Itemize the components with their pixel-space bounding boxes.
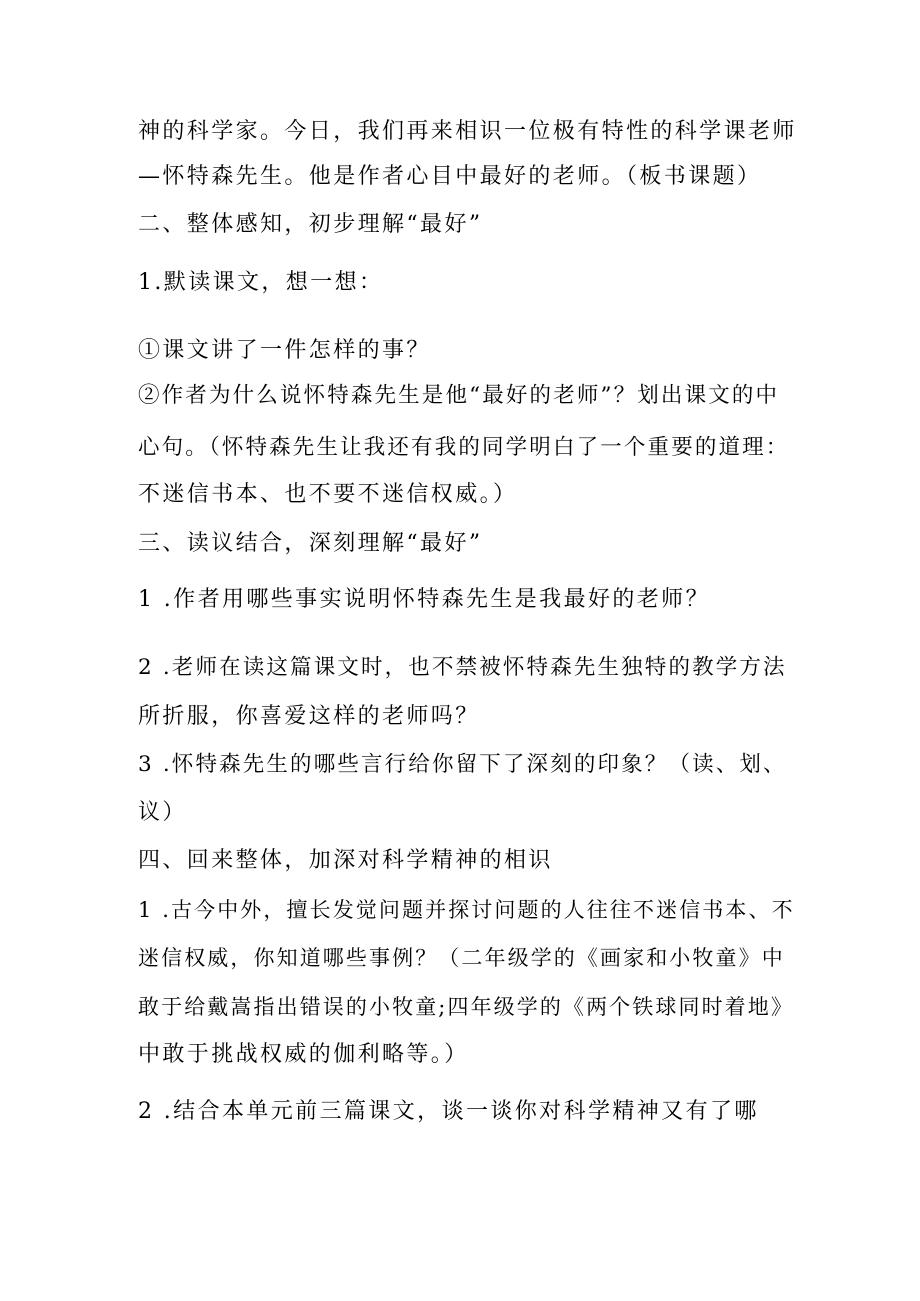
text-line: 所折服，你喜爱这样的老师吗？	[138, 704, 480, 729]
section-heading: 四、回来整体，加深对科学精神的相识	[138, 848, 553, 873]
text-line: 神的科学家。今日，我们再来相识一位极有特性的科学课老师	[138, 119, 797, 144]
text-line: 敢于给戴嵩指出错误的小牧童;四年级学的《两个铁球同时着地》	[138, 995, 794, 1019]
list-item: 1 .作者用哪些事实说明怀特森先生是我最好的老师？	[138, 587, 710, 612]
text-line: —怀特森先生。他是作者心目中最好的老师。（板书课题）	[138, 164, 762, 189]
list-item: ①课文讲了一件怎样的事？	[138, 338, 431, 363]
list-item: 2 .老师在读这篇课文时，也不禁被怀特森先生独特的教学方法	[138, 655, 787, 680]
section-heading: 二、整体感知，初步理解“最好”	[138, 212, 483, 237]
text-line: 中敢于挑战权威的伽利略等。）	[138, 1042, 469, 1067]
text-line: 不迷信书本、也不要不迷信权威。）	[138, 482, 518, 507]
text-line: 迷信权威，你知道哪些事例？（二年级学的《画家和小牧童》中	[138, 946, 785, 970]
text-line: 心句。（怀特森先生让我还有我的同学明白了一个重要的道理：	[138, 435, 790, 460]
text-line: 议）	[138, 800, 187, 825]
list-item: ②作者为什么说怀特森先生是他“最好的老师”？划出课文的中	[138, 383, 780, 408]
list-item: 1.默读课文，想一想：	[138, 270, 384, 295]
section-heading: 三、读议结合，深刻理解“最好”	[138, 531, 483, 556]
list-item: 2 .结合本单元前三篇课文，谈一谈你对科学精神又有了哪	[138, 1099, 759, 1124]
list-item: 3 .怀特森先生的哪些言行给你留下了深刻的印象？（读、划、	[138, 752, 787, 777]
list-item: 1 .古今中外，擅长发觉问题并探讨问题的人往往不迷信书本、不	[138, 898, 795, 922]
